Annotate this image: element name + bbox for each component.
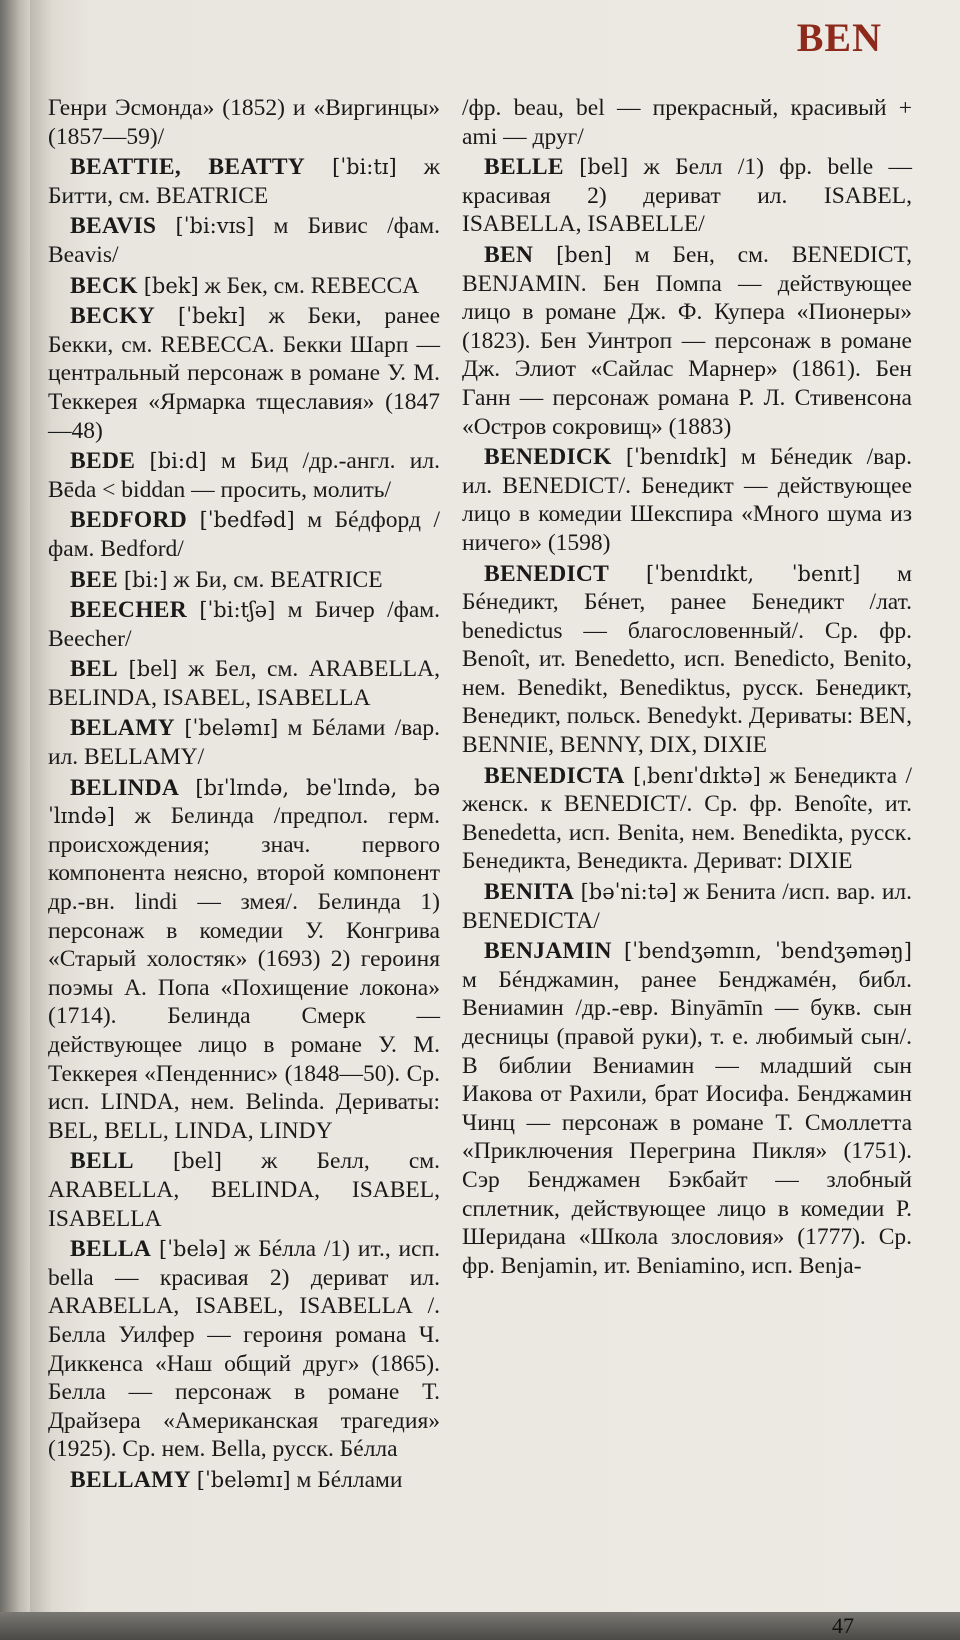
entry-text: м Бен, см. BENEDICT, BENJAMIN. Бен Помпа — действующее лицо в романе Дж. Ф. Купера «Пионеры» (1823). Бен Уинтроп — персонаж в романе Дж. Элиот «Сайлас Марнер» (1861). Бен Ганн — персонаж романа Р. Л. Стивенсона «Остров сокровищ» (1883) — [462, 241, 913, 440]
dictionary-entry — [462, 762, 912, 876]
entry-headword: BEL — [70, 656, 118, 683]
dictionary-entry — [48, 1466, 440, 1495]
entry-transcription: [bel] — [128, 657, 178, 682]
entry-text: ж Бéлла /1) ит., исп. bella — красивая 2) дериват ил. ARABELLA, ISABEL, ISABELLA /. Белла Уилфер — героиня романа Ч. Диккенса «Наш общий друг» (1865). Белла — персонаж в романе Т. Драйзера «Американская трагедия» (1925). Ср. нем. Bella, русск. Бéлла — [48, 1236, 441, 1463]
entry-transcription: [ˈbendʒəmɪn, ˈbendʒəməŋ] — [624, 939, 913, 964]
dictionary-entry — [462, 878, 912, 935]
running-head: BEN — [796, 15, 882, 60]
entry-text: ж Битти, см. BEATRICE — [48, 154, 441, 209]
entry-transcription: [bek] — [143, 273, 199, 298]
dictionary-entry — [462, 153, 912, 239]
dictionary-entry — [48, 506, 440, 563]
entry-headword: BELLAMY — [70, 1466, 191, 1493]
entry-transcription: [ˈbenɪdɪk] — [625, 445, 727, 470]
dictionary-entry — [462, 443, 912, 557]
entry-transcription: [ˈbi:tʃə] — [199, 598, 276, 623]
entry-transcription: [bəˈni:tə] — [580, 880, 677, 905]
dictionary-entry — [462, 94, 912, 151]
entry-text: ж Бенита /исп. вар. ил. BENEDICTA/ — [462, 879, 913, 934]
entry-text: м Бичер /фам. Beecher/ — [48, 597, 440, 652]
entry-transcription: [bel] — [579, 155, 629, 180]
entry-text: Генри Эсмонда» (1852) и «Виргинцы» (1857—59)/ — [48, 95, 440, 150]
entry-text: /фр. beau, bel — прекрасный, красивый + ami — друг/ — [462, 95, 912, 150]
entry-transcription: [bi:] — [123, 567, 168, 592]
dictionary-entry — [48, 596, 440, 653]
entry-headword: BENEDICT — [484, 560, 610, 587]
entry-transcription: [ˈbi:vɪs] — [175, 214, 255, 239]
page-number: 47 — [832, 1613, 854, 1638]
dictionary-entry — [48, 566, 440, 595]
entry-headword: BEECHER — [70, 597, 188, 624]
entry-text: м Бéнджамин, ранее Бенджамéн, библ. Вениамин /др.-евр. Binyāmīn — букв. сын десницы (правой руки), т. е. любимый сын/. В библии Вениамин — младший сын Иакова от Рахили, брат Иосифа. Бенджамин Чинц — персонаж в романе Т. Смоллетта «Приключения Перегрина Пикля» (1751). Сэр Бенджамен Бэкбайт — злобный сплетник, действующее лицо в комедии Р. Шеридана «Школа злословия» (1777). Ср. фр. Benjamin, ит. Beniamino, исп. Benja- — [462, 966, 912, 1279]
entry-headword: BECK — [70, 272, 138, 299]
entry-transcription: [bel] — [173, 1149, 222, 1174]
dictionary-entry — [48, 153, 440, 210]
dictionary-entry — [48, 1147, 440, 1233]
left-column — [30, 94, 440, 1497]
entry-text: ж Белл, см. ARABELLA, BELINDA, ISABEL, ISABELLA — [48, 1148, 440, 1232]
entry-transcription: [ˈbeləmɪ] — [196, 1467, 291, 1492]
entry-text: ж Би, см. BEATRICE — [173, 566, 383, 593]
entry-transcription: [ˈbekɪ] — [178, 304, 246, 329]
entry-headword: BEATTIE, BEATTY — [70, 154, 306, 181]
entry-headword: BENJAMIN — [484, 938, 612, 965]
dictionary-entry — [462, 560, 912, 760]
entry-headword: BENEDICK — [484, 444, 612, 471]
entry-text: м Бéлами /вар. ил. BELLAMY/ — [48, 715, 441, 771]
entry-headword: BENEDICTA — [484, 762, 625, 789]
entry-headword: BELL — [70, 1148, 134, 1175]
entry-headword: BEE — [70, 566, 118, 593]
entry-transcription: [bɪˈlɪndə, beˈlɪndə, bəˈlɪndə] — [48, 775, 440, 829]
entry-text: ж Бенедикта /женск. к BENEDICT/. Ср. фр. Benoîte, ит. Benedetta, исп. Benita, нем. Benedikta, русск. Бенедикта, Венедикта. Дериват: DIXIE — [462, 762, 912, 875]
dictionary-entry — [48, 1235, 440, 1464]
entry-headword: BENITA — [484, 879, 575, 906]
entry-transcription: [ˈbelə] — [159, 1237, 227, 1262]
entry-text: ж Бек, см. REBECCA — [204, 272, 420, 299]
entry-text: м Бéдфорд /фам. Bedford/ — [48, 507, 441, 562]
dictionary-entry — [462, 937, 912, 1280]
entry-headword: BEDFORD — [70, 507, 187, 534]
entry-text: ж Белл /1) фр. belle — красивая 2) дериват ил. ISABEL, ISABELLA, ISABELLE/ — [462, 154, 912, 238]
dictionary-entry — [48, 655, 440, 712]
entry-text: ж Белинда /предпол. герм. происхождения; знач. первого компонента неясно, второй компонент др.-вн. lindi — змея/. Белинда 1) персонаж в комедии У. Конгрива «Старый холостяк» (1693) 2) героиня поэмы А. Попа «Похищение локона» (1714). Белинда Смерк — действующее лицо в романе У. М. Теккерея «Пенденнис» (1848—50). Ср. исп. LINDA, нем. Belinda. Дериваты: BEL, BELL, LINDA, LINDY — [48, 803, 440, 1144]
entry-headword: BELLA — [70, 1236, 152, 1263]
entry-headword: BELINDA — [70, 774, 180, 801]
dictionary-entry — [48, 302, 440, 445]
dictionary-entry — [48, 212, 440, 269]
page-bottom-edge — [0, 1612, 960, 1640]
entry-text: м Бéллами — [296, 1466, 403, 1493]
entry-headword: BEN — [484, 241, 534, 268]
dictionary-entry — [48, 272, 440, 301]
entry-headword: BELAMY — [70, 715, 175, 742]
dictionary-entry — [48, 714, 440, 771]
dictionary-entry — [462, 241, 912, 441]
dictionary-entry — [48, 94, 440, 151]
entry-headword: BEAVIS — [70, 213, 157, 240]
dictionary-entry — [48, 774, 440, 1146]
dictionary-page — [30, 0, 960, 1612]
entry-text: м Бéнедик /вар. ил. BENEDICT/. Бенедикт — действующее лицо в комедии Шекспира «Много шума из ничего» (1598) — [462, 444, 912, 556]
right-column — [462, 94, 912, 1282]
entry-text: м Бид /др.-англ. ил. Bēda < biddan — просить, молить/ — [48, 448, 440, 503]
entry-text: м Бивис /фам. Beavis/ — [48, 213, 440, 268]
entry-transcription: [ˈbi:tɪ] — [332, 155, 397, 180]
entry-headword: BELLE — [484, 154, 564, 181]
entry-headword: BEDE — [70, 448, 136, 475]
entry-transcription: [ˈbenɪdɪkt, ˈbenɪt] — [646, 561, 861, 586]
entry-transcription: [bi:d] — [149, 449, 207, 474]
entry-transcription: [ˈbedfəd] — [199, 508, 295, 533]
entry-text: ж Беки, ранее Бекки, см. REBECCA. Бекки Шарп — центральный персонаж в романе У. М. Теккерея «Ярмарка тщеславия» (1847—48) — [48, 303, 441, 444]
entry-transcription: [ˈbeləmɪ] — [184, 716, 279, 741]
entry-transcription: [ˌbenɪˈdɪktə] — [633, 763, 761, 788]
entry-transcription: [ben] — [556, 242, 612, 267]
entry-text: ж Бел, см. ARABELLA, BELINDA, ISABEL, ISABELLA — [48, 656, 441, 711]
entry-text: м Бéнедикт, Бéнет, ранее Бенедикт /лат. benedictus — благословенный/. Ср. фр. Benoît, ит. Benedetto, исп. Benedicto, Benito, нем. Benedikt, Benediktus, русск. Бенедикт, Венедикт, польск. Benedykt. Дериваты: BEN, BENNIE, BENNY, DIX, DIXIE — [462, 560, 912, 759]
dictionary-entry — [48, 447, 440, 504]
entry-headword: BECKY — [70, 303, 156, 330]
